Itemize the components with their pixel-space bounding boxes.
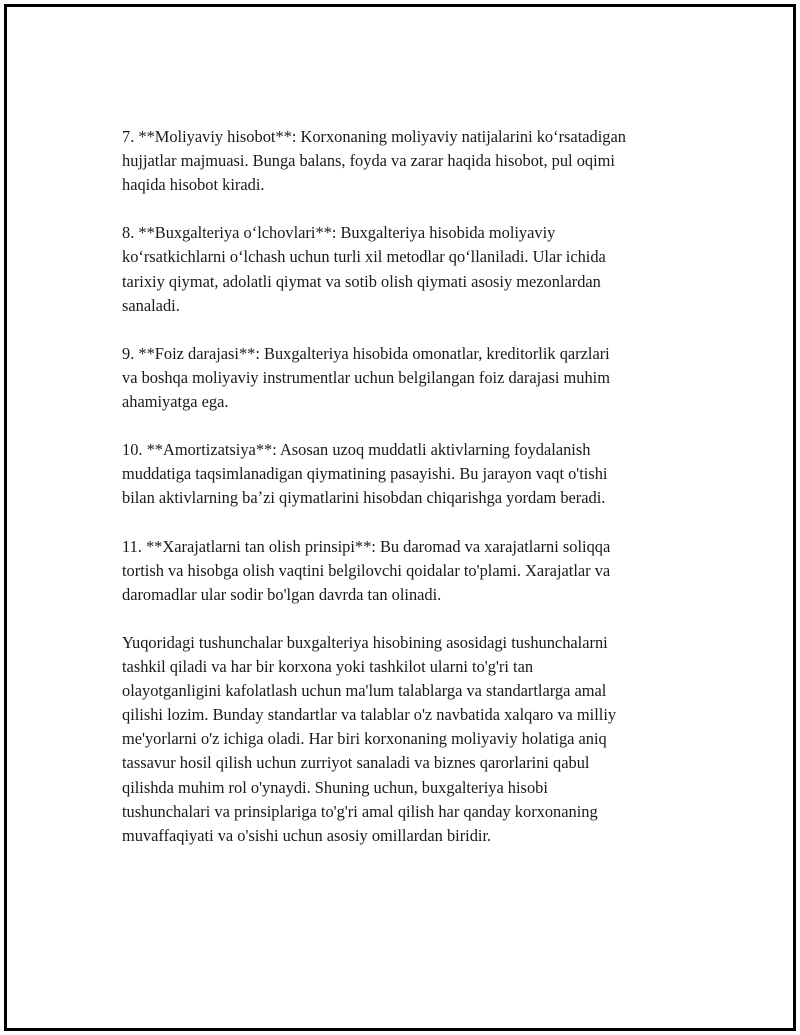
text-line: me'yorlarni o'z ichiga oladi. Har biri korxonaning moliyaviy holatiga aniq [122, 729, 607, 749]
text-line: tarixiy qiymat, adolatli qiymat va sotib olish qiymati asosiy mezonlardan [122, 271, 601, 291]
text-line: koʻrsatkichlarni oʻlchash uchun turli xil metodlar qoʻllaniladi. Ular ichida [122, 247, 606, 267]
document-body [122, 125, 682, 848]
paragraph-xarajatlarni-tan-olish [122, 535, 682, 607]
paragraph-buxgalteriya-olchovlari [122, 221, 682, 317]
text-line: qilishi lozim. Bunday standartlar va talablar o'z navbatida xalqaro va milliy [122, 705, 617, 725]
text-line: 11. **Xarajatlarni tan olish prinsipi**: Bu daromad va xarajatlarni soliqqa [122, 536, 611, 556]
text-line: tushunchalari va prinsiplariga to'g'ri amal qilish har qanday korxonaning [122, 801, 598, 821]
text-line: haqida hisobot kiradi. [122, 175, 265, 195]
text-line: 7. **Moliyaviy hisobot**: Korxonaning moliyaviy natijalarini koʻrsatadigan [122, 127, 626, 146]
text-line: va boshqa moliyaviy instrumentlar uchun belgilangan foiz darajasi muhim [122, 367, 610, 387]
paragraph-amortizatsiya [122, 438, 682, 510]
text-line: muvaffaqiyati va o'sishi uchun asosiy omillardan biridir. [122, 825, 492, 845]
text-line: 8. **Buxgalteriya oʻlchovlari**: Buxgalteriya hisobida moliyaviy [122, 223, 556, 243]
text-line: muddatiga taqsimlanadigan qiymatining pasayishi. Bu jarayon vaqt o'tishi [122, 464, 608, 484]
text-line: bilan aktivlarning baʼzi qiymatlarini hisobdan chiqarishga yordam beradi. [122, 488, 606, 508]
text-line: ahamiyatga ega. [122, 392, 229, 412]
text-line: olayotganligini kafolatlash uchun ma'lum talablarga va standartlarga amal [122, 681, 607, 701]
text-line: 9. **Foiz darajasi**: Buxgalteriya hisobida omonatlar, kreditorlik qarzlari [122, 343, 610, 363]
text-line: tassavur hosil qilish uchun zurriyot sanaladi va biznes qarorlarini qabul [122, 753, 590, 773]
text-line: hujjatlar majmuasi. Bunga balans, foyda va zarar haqida hisobot, pul oqimi [122, 151, 615, 171]
text-line: sanaladi. [122, 295, 180, 315]
page-border [4, 4, 796, 1031]
text-line: qilishda muhim rol o'ynaydi. Shuning uchun, buxgalteriya hisobi [122, 777, 548, 797]
paragraph-foiz-darajasi [122, 342, 682, 414]
text-line: tortish va hisobga olish vaqtini belgilovchi qoidalar to'plami. Xarajatlar va [122, 560, 611, 580]
text-line: 10. **Amortizatsiya**: Asosan uzoq muddatli aktivlarning foydalanish [122, 440, 591, 460]
paragraph-moliyaviy-hisobot [122, 125, 682, 197]
text-line: daromadlar ular sodir bo'lgan davrda tan olinadi. [122, 584, 442, 604]
paragraph-conclusion [122, 631, 682, 848]
text-line: tashkil qiladi va har bir korxona yoki tashkilot ularni to'g'ri tan [122, 657, 534, 677]
text-line: Yuqoridagi tushunchalar buxgalteriya hisobining asosidagi tushunchalarni [122, 632, 608, 652]
